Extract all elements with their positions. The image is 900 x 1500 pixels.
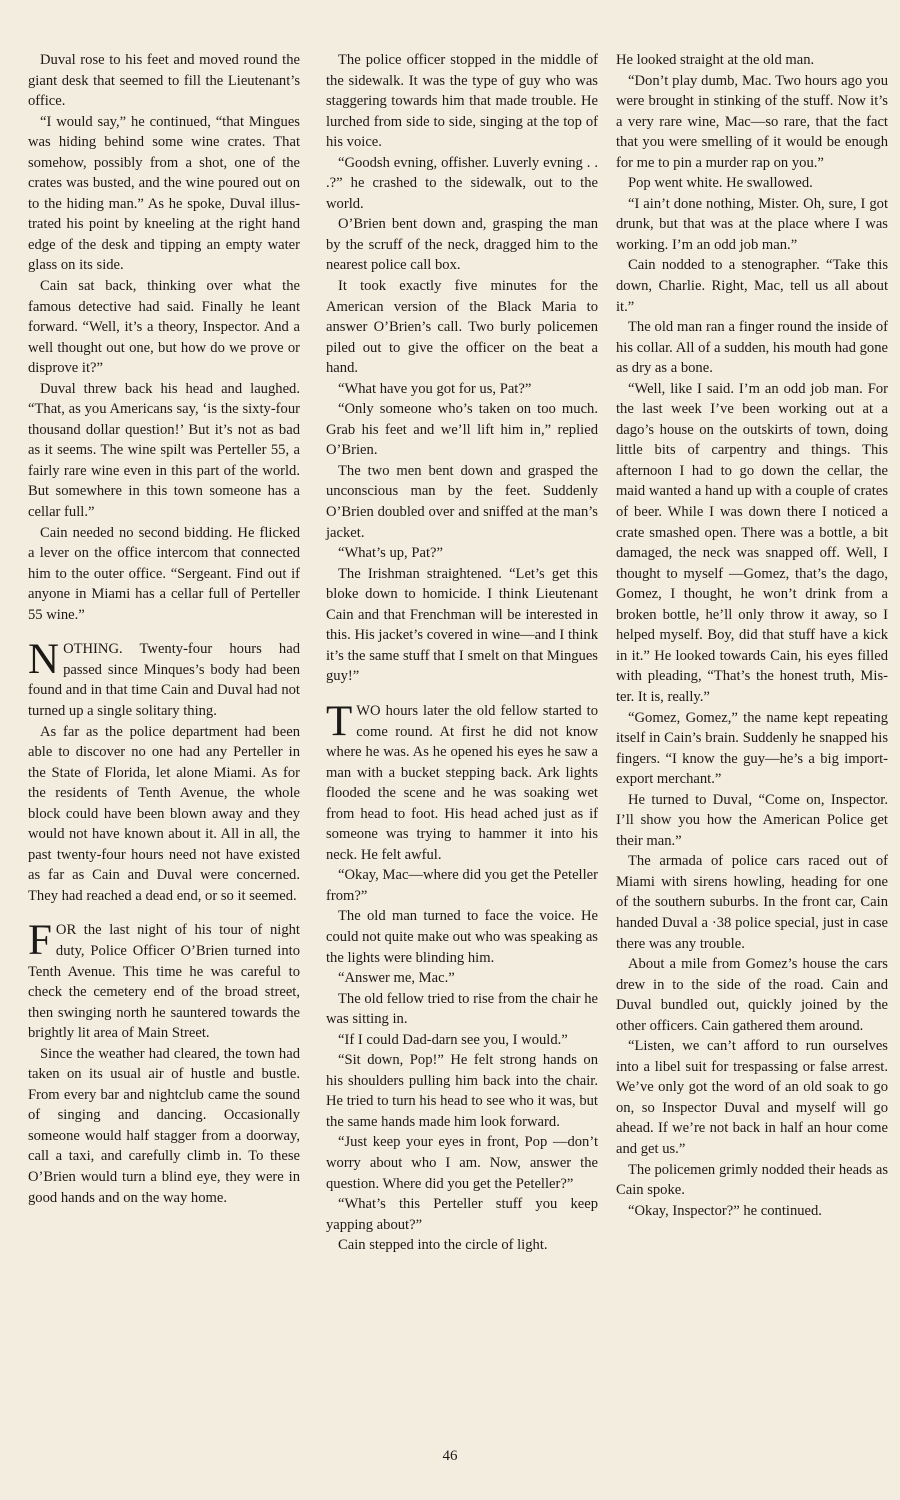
drop-cap: F xyxy=(28,917,52,965)
paragraph: “Okay, Inspector?” he continued. xyxy=(628,1202,822,1219)
paragraph: It took exactly five minutes for the American version of the Black Maria to answer O’Brien’s call. Two burly policemen piled out to give the officer on the beat a hand. xyxy=(326,278,598,377)
text-column-3 xyxy=(616,50,888,1221)
section-opening-paragraph xyxy=(28,917,300,1043)
paragraph: The old fellow tried to rise from the chair he was sitting in. xyxy=(326,990,598,1028)
paragraph: The Irishman straightened. “Let’s get this bloke down to homicide. I think Lieutenant Cain and that Frenchman will be interested in this. His jacket’s covered in wine—and I think it’s the same stuff that I smelt on that Mingues guy!” xyxy=(326,565,598,685)
text-column-1 xyxy=(28,50,300,1208)
paragraph: “Listen, we can’t afford to run ourselves into a libel suit for trespassing or false arrest. We’ve only got the word of an old soak to go on, so Inspector Duval and myself will go ahead. If we’re not back in half an hour come and get us.” xyxy=(616,1038,888,1157)
paragraph: “If I could Dad-darn see you, I would.” xyxy=(338,1031,568,1048)
paragraph: “Just keep your eyes in front, Pop —don’t worry about who I am. Now, answer the question. Where did you get the Peteller?” xyxy=(326,1134,598,1192)
paragraph-text: WO hours later the old fellow started to come round. At first he did not know where he was. As he opened his eyes he saw a man with a bucket stepping back. Ark lights flooded the scene and he was soaking wet from head to foot. His head ached just as if someone was trying to hammer it into his neck. He felt awful. xyxy=(326,702,598,863)
section-opening-paragraph xyxy=(326,697,598,865)
paragraph: Cain needed no second bidding. He flicked a lever on the office intercom that connected him to the outer office. “Sergeant. Find out if anyone in Miami has a cellar full of Perteller 55 wine.” xyxy=(28,524,300,623)
paragraph: “Okay, Mac—where did you get the Peteller from?” xyxy=(326,867,598,904)
paragraph: “I would say,” he continued, “that Mingues was hiding behind some wine crates. That somehow, possibly from a shot, one of the crates was busted, and the wine poured out on to the hiding man.” As he spoke, Duval illustrated his point by kneeling at the right hand edge of the desk and tipping an empty water glass on its side. xyxy=(28,113,300,274)
paragraph: “Gomez, Gomez,” the name kept repeating itself in Cain’s brain. Suddenly he snapped his fingers. “I know the guy—he’s a big import-export merchant.” xyxy=(616,709,888,788)
paragraph: “What’s this Perteller stuff you keep yapping about?” xyxy=(326,1196,598,1233)
paragraph: Duval threw back his head and laughed. “That, as you Americans say, ‘is the sixty-four thousand dollar question!’ But it’s not as bad as it seems. The wine spilt was Perteller 55, a fairly rare wine even in this part of the world. But somewhere in this town someone has a cellar full.” xyxy=(28,380,300,521)
paragraph: Since the weather had cleared, the town had taken on its usual air of hustle and bustle. From every bar and nightclub came the sound of singing and dancing. Occasionally someone would half stagger from a doorway, call a taxi, and carefully climb in. To these O’Brien would turn a blind eye, they were in good hands and on the way home. xyxy=(28,1045,300,1206)
page-number: 46 xyxy=(442,1448,458,1464)
paragraph: “Only someone who’s taken on too much. Grab his feet and we’ll lift him in,” replied O’Brien. xyxy=(326,401,598,459)
paragraph: Cain sat back, thinking over what the famous detective had said. Finally he leant forward. “Well, it’s a theory, Inspector. And a well thought out one, but how do we prove or disprove it?” xyxy=(28,278,300,377)
drop-cap: T xyxy=(326,697,353,745)
paragraph: “Don’t play dumb, Mac. Two hours ago you were brought in stinking of the stuff. Now it’s a very rare wine, Mac—so rare, that the fact that you were smelling of it would be enough for me to pin a murder rap on you.” xyxy=(616,72,888,171)
paragraph: “Well, like I said. I’m an odd job man. For the last week I’ve been working out at a dago’s house on the outskirts of town, doing little bits of carpentry and things. This afternoon I had to go down the cellar, the maid wanted a hand up with a couple of crates of beer. While I was down there I noticed a crate smashed open. There was a bottle, a bit damaged, the neck was snapped off. Well, I thought to myself —Gomez, that’s the dago, Gomez, I thought, he won’t drink from a broken bottle, he’ll only throw it away, so I helped myself. Boy, did that stuff have a kick in it.” He looked towards Cain, his eyes filled with pleading, “That’s the honest truth, Mister. It is, really.” xyxy=(616,380,888,705)
paragraph-text: OR the last night of his tour of night duty, Police Officer O’Brien turned into Tenth Avenue. This time he was careful to check the cemetery end of the broad street, then swinging north he sauntered towards the brightly lit area of Main Street. xyxy=(28,922,300,1042)
paragraph: Cain stepped into the circle of light. xyxy=(338,1237,548,1254)
section-opening-paragraph xyxy=(28,636,300,721)
paragraph: “What have you got for us, Pat?” xyxy=(338,380,532,397)
paragraph: “I ain’t done nothing, Mister. Oh, sure, I got drunk, but that was at the place where I was working. I’m an odd job man.” xyxy=(616,195,888,253)
paragraph: “Goodsh evning, offisher. Luverly evning . . .?” he crashed to the sidewalk, out to the world. xyxy=(326,154,598,212)
paragraph: The two men bent down and grasped the unconscious man by the feet. Suddenly O’Brien doubled over and sniffed at the man’s jacket. xyxy=(326,462,598,541)
text-column-2 xyxy=(326,50,598,1256)
paragraph: The old man turned to face the voice. He could not quite make out who was speaking as the lights were blinding him. xyxy=(326,908,598,966)
drop-cap: N xyxy=(28,636,60,684)
paragraph: The policemen grimly nodded their heads as Cain spoke. xyxy=(616,1161,888,1199)
paragraph: “What’s up, Pat?” xyxy=(338,545,443,562)
paragraph: The armada of police cars raced out of Miami with sirens howling, heading for one of the southern suburbs. In the front car, Cain handed Duval a ·38 police special, just in case there was any trouble. xyxy=(616,853,888,952)
paragraph: O’Brien bent down and, grasping the man by the scruff of the neck, dragged him to the nearest police call box. xyxy=(326,216,598,274)
paragraph: As far as the police department had been able to discover no one had any Perteller in the State of Florida, let alone Miami. As for the residents of Tenth Avenue, the whole block could have been blown away and they would not have known about it. All in all, the past twenty-four hours need not have existed as far as Cain and Duval were concerned. They had reached a dead end, or so it seemed. xyxy=(28,723,300,904)
paragraph: Cain nodded to a stenographer. “Take this down, Charlie. Right, Mac, tell us all about it.” xyxy=(616,257,888,315)
paragraph: “Answer me, Mac.” xyxy=(338,970,455,987)
paragraph: The old man ran a finger round the inside of his collar. All of a sudden, his mouth had gone as dry as a bone. xyxy=(616,319,888,377)
paragraph: Pop went white. He swallowed. xyxy=(628,175,813,192)
paragraph: He turned to Duval, “Come on, Inspector. I’ll show you how the American Police get their man.” xyxy=(616,791,888,849)
paragraph-text: OTHING. Twenty-four hours had passed since Minques’s body had been found and in that time Cain and Duval had not turned up a single solitary thing. xyxy=(28,641,300,719)
paragraph: Duval rose to his feet and moved round the giant desk that seemed to fill the Lieutenant’s office. xyxy=(28,52,300,110)
paragraph: “Sit down, Pop!” He felt strong hands on his shoulders pulling him back into the chair. He tried to turn his head to see who it was, but the same hands made him look forward. xyxy=(326,1052,598,1130)
paragraph: About a mile from Gomez’s house the cars drew in to the side of the road. Cain and Duval bundled out, quickly joined by the other officers. Cain gathered them around. xyxy=(616,956,888,1034)
paragraph: The police officer stopped in the middle of the sidewalk. It was the type of guy who was staggering towards him that made trouble. He lurched from side to side, singing at the top of his voice. xyxy=(326,52,598,151)
continued-paragraph: He looked straight at the old man. xyxy=(616,52,815,68)
